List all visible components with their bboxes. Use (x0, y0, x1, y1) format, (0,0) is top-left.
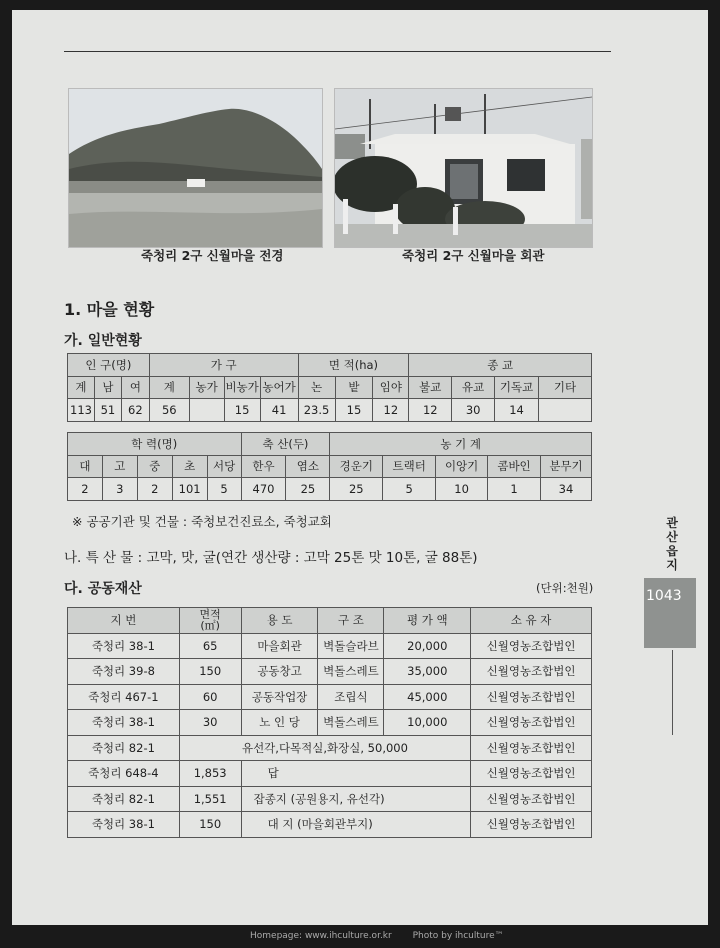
subheader: 임야 (373, 376, 409, 399)
unit-label: (단위:천원) (536, 581, 594, 595)
table-row (68, 812, 592, 838)
area-cell: 150 (179, 812, 241, 838)
table-cell: 3 (102, 478, 137, 501)
subheader: 농어가 (260, 376, 298, 399)
table-cell: 101 (172, 478, 207, 501)
subheader: 대 (68, 455, 103, 478)
table-cell: 5 (383, 478, 436, 501)
use-cell: 노 인 당 (241, 710, 318, 736)
section-title: 1. 마을 현황 (64, 300, 155, 319)
footer-photo-credit: Photo by ihculture™ (412, 931, 504, 941)
footer (250, 931, 522, 941)
table-cell: 10 (436, 478, 488, 501)
table-row (68, 684, 592, 710)
table-cell: 2 (68, 478, 103, 501)
structure-cell: 벽돌슬라브 (318, 633, 384, 659)
special-products-line: 나. 특 산 물 : 고막, 맛, 굴(연간 생산량 : 고막 25톤 맛 10톤, 굴 88톤) (64, 550, 478, 566)
table-row (68, 786, 592, 812)
table-cell: 51 (94, 399, 121, 422)
table-cell: 30 (452, 399, 495, 422)
table-cell: 62 (121, 399, 149, 422)
area-cell: 30 (179, 710, 241, 736)
subheader: 계 (68, 376, 95, 399)
lot-cell: 죽청리 648-4 (68, 761, 180, 787)
owner-cell: 신월영농조합법인 (471, 812, 592, 838)
owner-cell: 신월영농조합법인 (471, 659, 592, 685)
subheader: 여 (121, 376, 149, 399)
structure-cell: 조립식 (318, 684, 384, 710)
header-area-label: 면적 (199, 608, 221, 622)
subheader: 트랙터 (383, 455, 436, 478)
education-livestock-machinery-table (67, 432, 592, 501)
header-area: 면 적(ha) (298, 354, 409, 377)
subheader: 콤바인 (488, 455, 541, 478)
table-cell (539, 399, 592, 422)
table-cell: 34 (540, 478, 591, 501)
value-cell: 35,000 (384, 659, 471, 685)
table-cell: 2 (137, 478, 172, 501)
owner-cell: 신월영농조합법인 (471, 633, 592, 659)
header-households: 가 구 (149, 354, 298, 377)
header-value: 평 가 액 (384, 608, 471, 634)
table-cell: 5 (207, 478, 241, 501)
subheader: 밭 (335, 376, 373, 399)
table-row (68, 761, 592, 787)
header-owner: 소 유 자 (471, 608, 592, 634)
table-cell: 15 (224, 399, 260, 422)
common-property-table (67, 607, 592, 838)
footer-homepage: Homepage: www.ihculture.or.kr (250, 931, 392, 941)
general-status-table (67, 353, 592, 422)
owner-cell: 신월영농조합법인 (471, 684, 592, 710)
owner-cell: 신월영농조합법인 (471, 735, 592, 761)
owner-cell: 신월영농조합법인 (471, 710, 592, 736)
page-number: 1043 (646, 588, 682, 604)
table-cell: 23.5 (298, 399, 335, 422)
table-cell (189, 399, 224, 422)
lot-cell: 죽청리 82-1 (68, 786, 180, 812)
use-cell: 공동작업장 (241, 684, 318, 710)
subheader: 서당 (207, 455, 241, 478)
merged-cell: 잡종지 (공원용지, 유선각) (241, 786, 471, 812)
area-cell: 150 (179, 659, 241, 685)
subheader: 이앙기 (436, 455, 488, 478)
chapter-title: 관산읍지 (666, 516, 678, 572)
table-cell: 56 (149, 399, 189, 422)
table-row (68, 735, 592, 761)
header-education: 학 력(명) (68, 433, 242, 456)
table-cell: 470 (241, 478, 286, 501)
photo-caption-landscape: 죽청리 2구 신월마을 전경 (141, 248, 284, 263)
subheader: 논 (298, 376, 335, 399)
photo-caption-hall: 죽청리 2구 신월마을 회관 (402, 248, 545, 263)
area-cell: 65 (179, 633, 241, 659)
subheader: 불교 (409, 376, 452, 399)
subheader: 중 (137, 455, 172, 478)
structure-cell: 벽돌스레트 (318, 659, 384, 685)
subheader: 고 (102, 455, 137, 478)
owner-cell: 신월영농조합법인 (471, 786, 592, 812)
subheader: 경운기 (330, 455, 383, 478)
lot-cell: 죽청리 38-1 (68, 812, 180, 838)
table-row (68, 659, 592, 685)
subheader: 한우 (241, 455, 286, 478)
header-population: 인 구(명) (68, 354, 150, 377)
header-area-unit: (㎡) (200, 619, 220, 633)
lot-cell: 죽청리 39-8 (68, 659, 180, 685)
table-cell: 1 (488, 478, 541, 501)
subheader: 남 (94, 376, 121, 399)
table-cell: 12 (373, 399, 409, 422)
header-lot: 지 번 (68, 608, 180, 634)
subheader: 유교 (452, 376, 495, 399)
subheader: 기타 (539, 376, 592, 399)
table-cell: 14 (495, 399, 539, 422)
value-cell: 45,000 (384, 684, 471, 710)
subheader: 계 (149, 376, 189, 399)
subheader: 비농가 (224, 376, 260, 399)
value-cell: 10,000 (384, 710, 471, 736)
table-cell: 41 (260, 399, 298, 422)
owner-cell: 신월영농조합법인 (471, 761, 592, 787)
header-religion: 종 교 (409, 354, 592, 377)
table-cell: 113 (68, 399, 95, 422)
lot-cell: 죽청리 38-1 (68, 633, 180, 659)
merged-cell: 답 (241, 761, 471, 787)
merged-cell: 대 지 (마을회관부지) (241, 812, 471, 838)
table-cell: 25 (330, 478, 383, 501)
header-structure: 구 조 (318, 608, 384, 634)
header-machinery: 농 기 계 (330, 433, 592, 456)
area-cell: 60 (179, 684, 241, 710)
structure-cell: 벽돌스레트 (318, 710, 384, 736)
table-cell: 15 (335, 399, 373, 422)
use-cell: 공동창고 (241, 659, 318, 685)
side-rule (672, 650, 673, 735)
subheader: 기독교 (495, 376, 539, 399)
table-cell: 12 (409, 399, 452, 422)
village-hall-photo (334, 88, 593, 248)
header-use: 용 도 (241, 608, 318, 634)
public-facilities-note: ※ 공공기관 및 건물 : 죽청보건진료소, 죽청교회 (72, 514, 332, 529)
lot-cell: 죽청리 467-1 (68, 684, 180, 710)
subheader: 염소 (286, 455, 330, 478)
area-cell: 1,551 (179, 786, 241, 812)
merged-cell: 유선각,다목적실,화장실, 50,000 (179, 735, 470, 761)
table-row (68, 633, 592, 659)
subsection-common-property: 다. 공동재산 (64, 581, 142, 597)
value-cell: 20,000 (384, 633, 471, 659)
header-area (179, 608, 241, 634)
subheader: 농가 (189, 376, 224, 399)
subheader: 초 (172, 455, 207, 478)
header-rule (64, 51, 611, 52)
village-landscape-photo (68, 88, 323, 248)
area-cell: 1,853 (179, 761, 241, 787)
lot-cell: 죽청리 38-1 (68, 710, 180, 736)
table-row (68, 710, 592, 736)
subheader: 분무기 (540, 455, 591, 478)
lot-cell: 죽청리 82-1 (68, 735, 180, 761)
table-cell: 25 (286, 478, 330, 501)
use-cell: 마을회관 (241, 633, 318, 659)
subsection-general: 가. 일반현황 (64, 333, 142, 349)
header-livestock: 축 산(두) (241, 433, 330, 456)
